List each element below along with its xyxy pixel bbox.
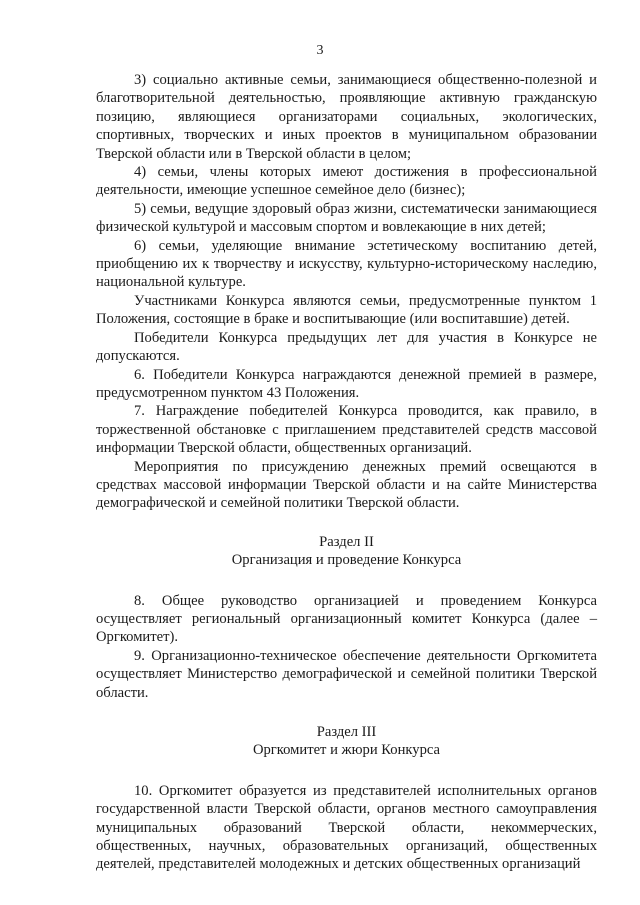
section-title: Организация и проведение Конкурса <box>231 552 462 569</box>
paragraph-item-3: 3) социально активные семьи, занимающиеся общественно-полезной и благотворительной деятельностью, проявляющие активную гражданскую позицию, являющиеся организаторами социальных, экологических, спортивных, творческих и иных проектов в муниципальном образовании Тверской области или в Тверской области в целом; <box>96 72 597 162</box>
paragraph-clause-8: 8. Общее руководство организацией и проведением Конкурса осуществляет региональный организационный комитет Конкурса (далее – Оргкомитет). <box>96 592 597 646</box>
section-heading-3 <box>96 723 597 760</box>
section-number: Раздел II <box>319 533 374 550</box>
section-heading-2 <box>96 533 597 570</box>
paragraph-item-5: 5) семьи, ведущие здоровый образ жизни, систематически занимающиеся физической культурой и массовым спортом и вовлекающие в них детей; <box>96 200 597 236</box>
paragraph-clause-6: 6. Победители Конкурса награждаются денежной премией в размере, предусмотренном пунктом 43 Положения. <box>96 366 597 401</box>
document-body <box>96 71 597 874</box>
paragraph-clause-7: 7. Награждение победителей Конкурса проводится, как правило, в торжественной обстановке с приглашением представителей средств массовой информации Тверской области, общественных организаций. <box>96 403 597 457</box>
paragraph-item-6: 6) семьи, уделяющие внимание эстетическому воспитанию детей, приобщению их к творчеству и искусству, культурно-историческому наследию, национальной культуре. <box>96 237 597 291</box>
paragraph-previous-winners: Победители Конкурса предыдущих лет для участия в Конкурсе не допускаются. <box>96 329 597 365</box>
paragraph-media-coverage: Мероприятия по присуждению денежных премий освещаются в средствах массовой информации Тверской области и на сайте Министерства демографической и семейной политики Тверской области. <box>96 458 597 512</box>
paragraph-item-4: 4) семьи, члены которых имеют достижения в профессиональной деятельности, имеющие успешное семейное дело (бизнес); <box>96 164 597 199</box>
paragraph-participants: Участниками Конкурса являются семьи, предусмотренные пунктом 1 Положения, состоящие в браке и воспитывающие (или воспитавшие) детей. <box>96 292 597 328</box>
section-number: Раздел III <box>316 724 377 740</box>
page-number: 3 <box>316 43 324 58</box>
paragraph-clause-9: 9. Организационно-техническое обеспечение деятельности Оргкомитета осуществляет Министерство демографической и семейной политики Тверской области. <box>96 647 597 701</box>
paragraph-clause-10: 10. Оргкомитет образуется из представителей исполнительных органов государственной власти Тверской области, органов местного самоуправления муниципальных образований Тверской области, некоммерческих, общественных, научных, образовательных организаций, общественных деятелей, представителей молодежных и детских общественных организаций <box>96 782 597 873</box>
section-title: Оргкомитет и жюри Конкурса <box>252 742 441 759</box>
